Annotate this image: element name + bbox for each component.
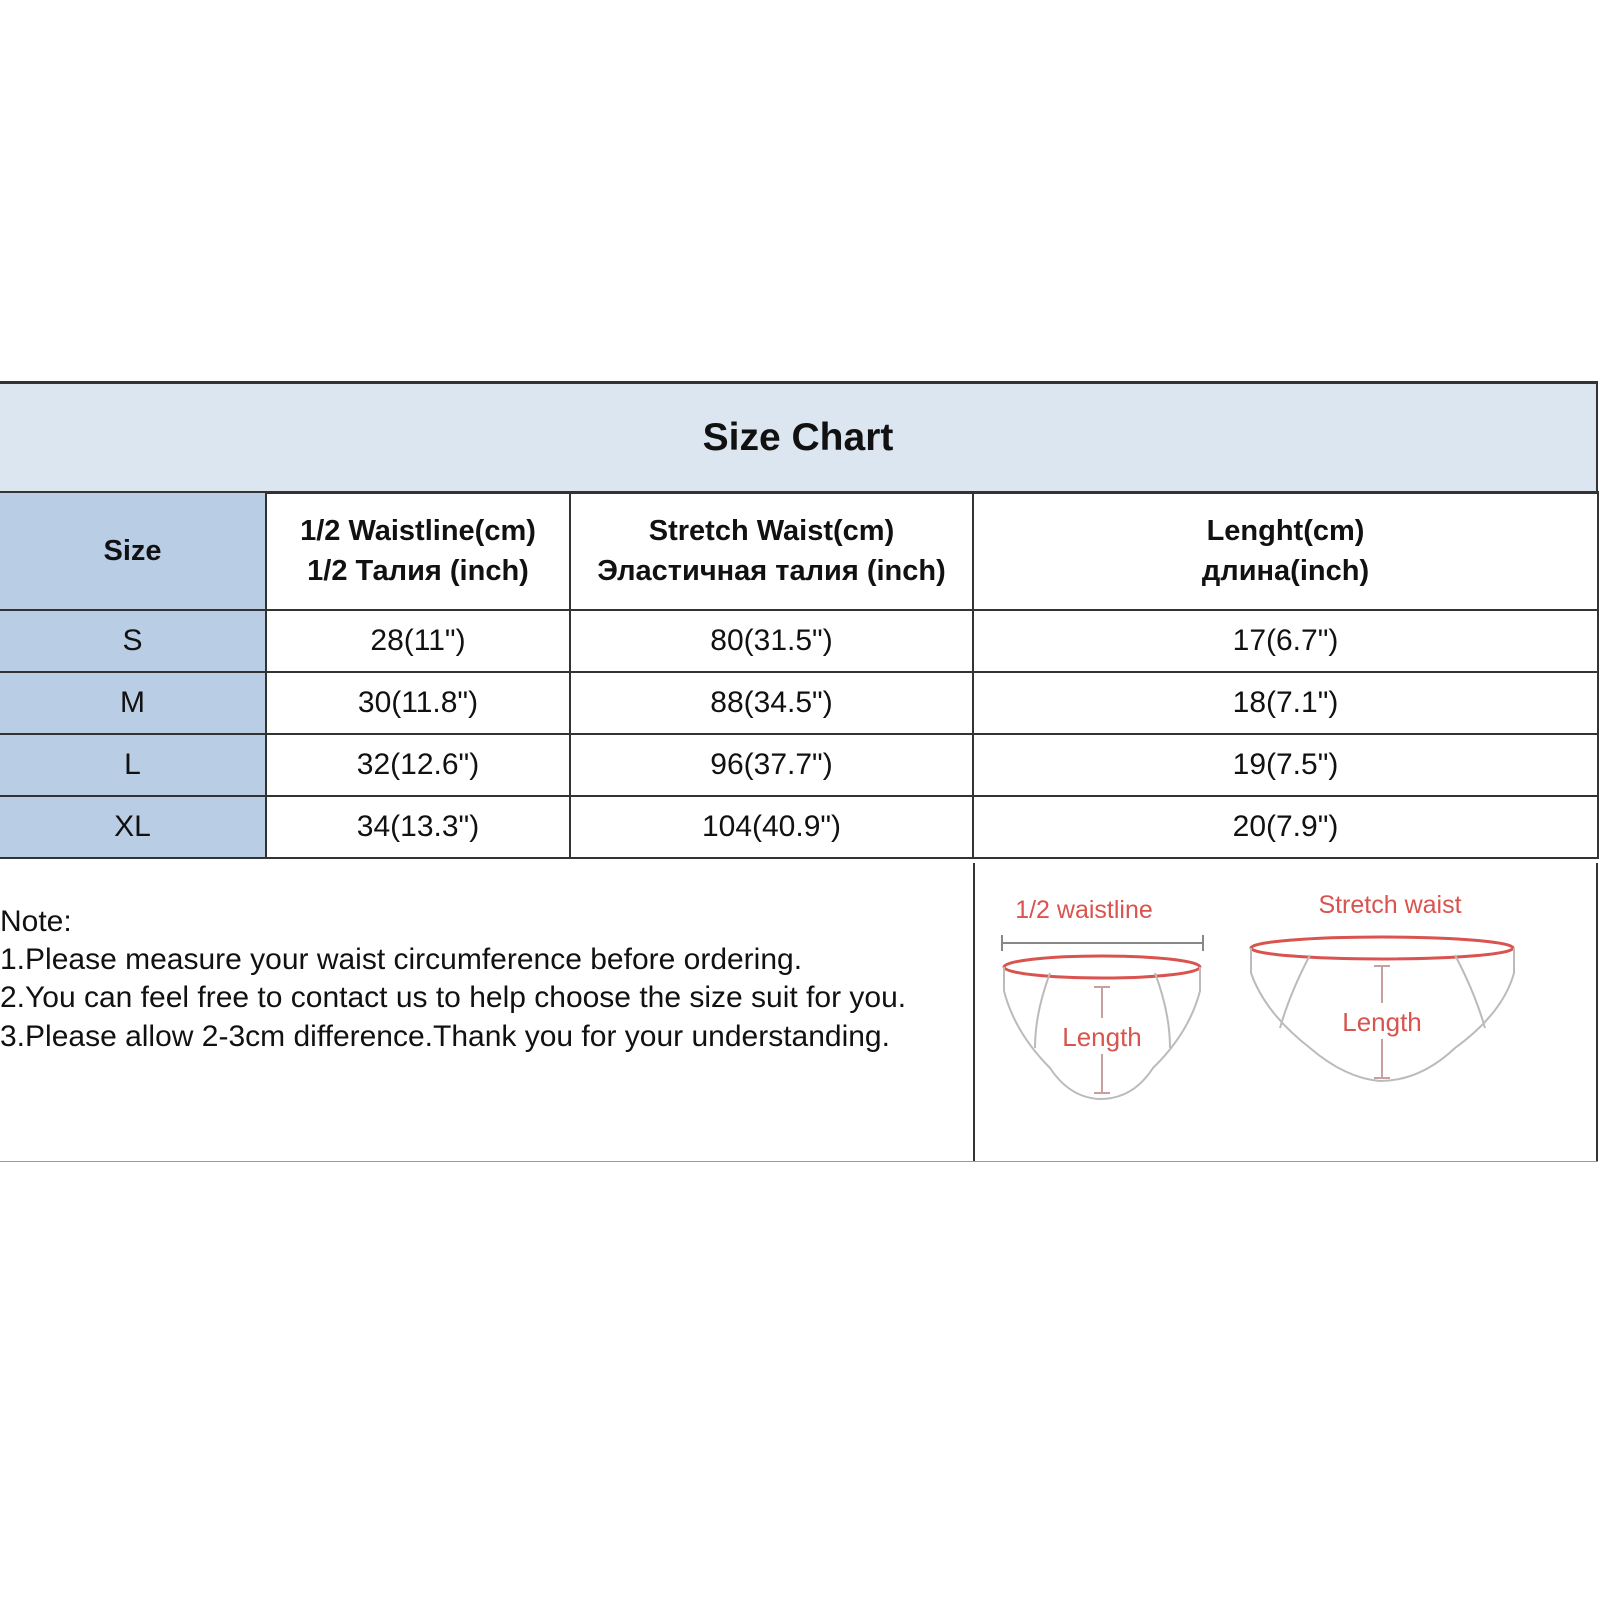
header-stretch-waist bbox=[570, 492, 973, 610]
header-size-label: Size bbox=[103, 535, 162, 567]
bottom-section bbox=[0, 863, 1598, 1162]
length-label-right: Length bbox=[1342, 1007, 1422, 1037]
header-line-cm: 1/2 Waistline(cm) bbox=[300, 515, 536, 547]
length-label-left: Length bbox=[1062, 1022, 1142, 1052]
size-cell: M bbox=[0, 672, 266, 734]
stretch-waist-cell: 88(34.5") bbox=[570, 672, 973, 734]
half-waistline-label: 1/2 waistline bbox=[1015, 896, 1153, 924]
note-line-1: 1.Please measure your waist circumference before ordering. bbox=[0, 943, 803, 976]
length-cell: 17(6.7") bbox=[973, 610, 1598, 672]
half-waistline-cell: 30(11.8") bbox=[266, 672, 570, 734]
chart-title: Size Chart bbox=[0, 381, 1598, 494]
half-waistline-cell: 34(13.3") bbox=[266, 796, 570, 858]
header-line-cm: Stretch Waist(cm) bbox=[648, 515, 895, 547]
header-line-inch: Эластичная талия (inch) bbox=[597, 555, 946, 587]
header-line-inch: длина(inch) bbox=[1201, 555, 1370, 587]
header-size bbox=[0, 492, 266, 610]
stretch-waist-cell: 80(31.5") bbox=[570, 610, 973, 672]
header-half-waistline bbox=[266, 492, 570, 610]
table-row bbox=[0, 610, 1598, 672]
size-cell: L bbox=[0, 734, 266, 796]
size-cell: S bbox=[0, 610, 266, 672]
table-row bbox=[0, 734, 1598, 796]
note-line-3: 3.Please allow 2-3cm difference.Thank you for your understanding. bbox=[0, 1020, 890, 1053]
size-chart bbox=[0, 381, 1598, 1161]
header-line-cm: Lenght(cm) bbox=[1206, 515, 1365, 547]
table-row bbox=[0, 796, 1598, 858]
half-waistline-cell: 32(12.6") bbox=[266, 734, 570, 796]
stretch-waist-label: Stretch waist bbox=[1318, 891, 1462, 919]
notes-section bbox=[0, 863, 972, 1161]
header-length bbox=[973, 492, 1598, 610]
brief-stretch-waist-icon bbox=[1251, 891, 1514, 1081]
stretch-waist-cell: 96(37.7") bbox=[570, 734, 973, 796]
table-row bbox=[0, 672, 1598, 734]
stretch-waist-cell: 104(40.9") bbox=[570, 796, 973, 858]
header-line-inch: 1/2 Талия (inch) bbox=[307, 555, 529, 587]
measurement-illustration bbox=[975, 863, 1596, 1161]
note-line-2: 2.You can feel free to contact us to help choose the size suit for you. bbox=[0, 981, 907, 1014]
header-row bbox=[0, 492, 1598, 610]
size-table bbox=[0, 491, 1599, 859]
brief-half-waistline-icon bbox=[1002, 896, 1203, 1099]
length-cell: 19(7.5") bbox=[973, 734, 1598, 796]
right-border bbox=[1596, 863, 1598, 1161]
half-waistline-cell: 28(11") bbox=[266, 610, 570, 672]
size-cell: XL bbox=[0, 796, 266, 858]
length-cell: 18(7.1") bbox=[973, 672, 1598, 734]
length-cell: 20(7.9") bbox=[973, 796, 1598, 858]
notes-heading: Note: bbox=[0, 905, 72, 938]
